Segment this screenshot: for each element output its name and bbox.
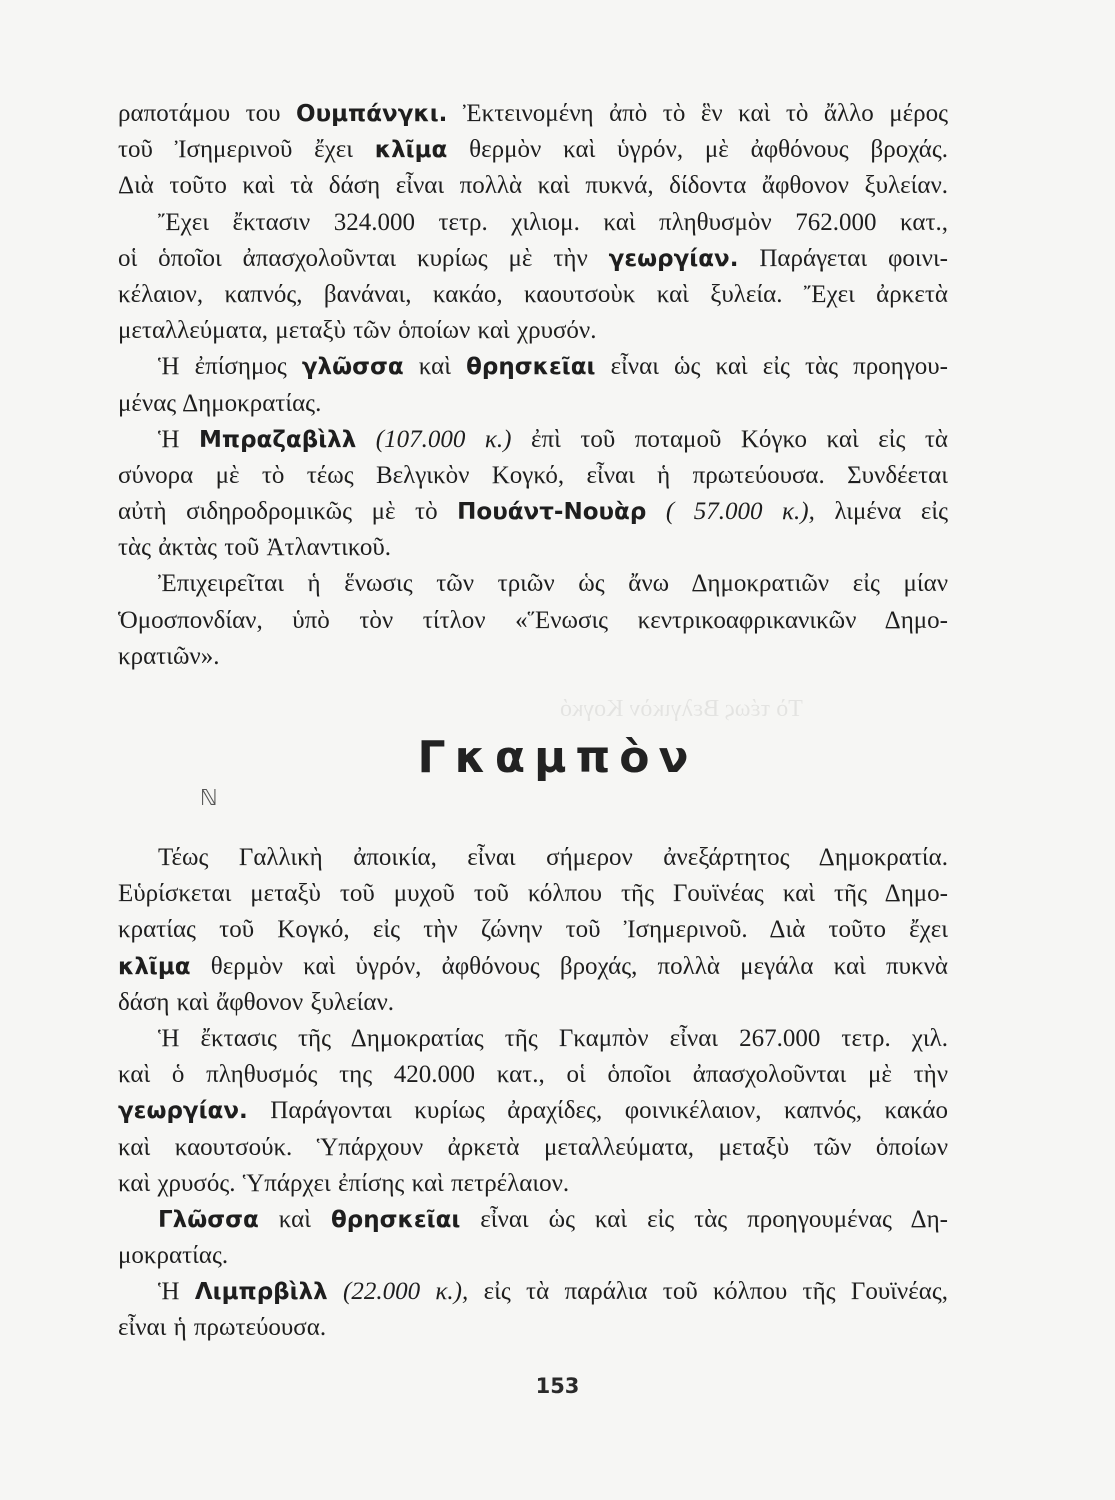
text-line: Ἐπιχειρεῖται ἡ ἕνωσις τῶν τριῶν ὡς ἄνω Δημοκρατιῶν εἰς μίαν bbox=[158, 570, 948, 598]
text-line: Διὰ τοῦτο καὶ τὰ δάση εἶναι πολλὰ καὶ πυκνά, δίδοντα ἄφθονον ξυλείαν. bbox=[118, 172, 948, 200]
paragraph-congo-climate bbox=[118, 96, 948, 675]
text-line: αὐτὴ σιδηροδρομικῶς μὲ τὸ Πουάντ-Νουὰρ ( 57.000 κ.), λιμένα εἰς bbox=[118, 498, 948, 526]
text-line: κέλαιον, καπνός, βανάναι, κακάο, καουτσοὺκ καὶ ξυλεία. Ἔχει ἀρκετὰ bbox=[118, 280, 948, 308]
text-line: κλῖμα θερμὸν καὶ ὑγρόν, ἀφθόνους βροχάς, πολλὰ μεγάλα καὶ πυκνὰ bbox=[118, 952, 948, 980]
section-title-gabon: Γκαμπὸν bbox=[417, 732, 698, 783]
text-line: Ἔχει ἔκτασιν 324.000 τετρ. χιλιομ. καὶ πληθυσμὸν 762.000 κατ., bbox=[158, 208, 948, 236]
text-line: δάση καὶ ἄφθονον ξυλείαν. bbox=[118, 988, 395, 1016]
margin-mark: ℕ bbox=[200, 786, 218, 811]
text-line: καὶ ὁ πληθυσμός της 420.000 κατ., οἱ ὁποῖοι ἀπασχολοῦνται μὲ τὴν bbox=[118, 1061, 948, 1089]
text-line: τὰς ἀκτὰς τοῦ Ἀτλαντικοῦ. bbox=[118, 534, 392, 562]
text-line: Ἡ Μπραζαβὶλλ (107.000 κ.) ἐπὶ τοῦ ποταμοῦ Κόγκο καὶ εἰς τὰ bbox=[158, 425, 948, 453]
text-line: Εὑρίσκεται μεταξὺ τοῦ μυχοῦ τοῦ κόλπου τῆς Γουϊνέας καὶ τῆς Δημο- bbox=[118, 880, 948, 908]
bleed-through: Τὸ τέως Βελγικὸν Κογκό bbox=[560, 696, 803, 722]
text-line: γεωργίαν. Παράγονται κυρίως ἀραχίδες, φοινικέλαιον, καπνός, κακάο bbox=[118, 1097, 948, 1125]
text-line: κρατιῶν». bbox=[118, 642, 220, 670]
text-line: Ἡ Λιμπρβὶλλ (22.000 κ.), εἰς τὰ παράλια τοῦ κόλπου τῆς Γουϊνέας, bbox=[158, 1278, 948, 1306]
text-line: καὶ καουτσούκ. Ὑπάρχουν ἀρκετὰ μεταλλεύματα, μεταξὺ τῶν ὁποίων bbox=[118, 1133, 948, 1161]
text-line: Ἡ ἔκτασις τῆς Δημοκρατίας τῆς Γκαμπὸν εἶναι 267.000 τετρ. χιλ. bbox=[158, 1024, 948, 1052]
text-line: σύνορα μὲ τὸ τέως Βελγικὸν Κογκό, εἶναι ἡ πρωτεύουσα. Συνδέεται bbox=[118, 461, 948, 489]
paragraph-gabon bbox=[118, 840, 948, 1347]
text-line: οἱ ὁποῖοι ἀπασχολοῦνται κυρίως μὲ τὴν γεωργίαν. Παράγεται φοινι- bbox=[118, 244, 948, 272]
text-line: κρατίας τοῦ Κογκό, εἰς τὴν ζώνην τοῦ Ἰσημερινοῦ. Διὰ τοῦτο ἔχει bbox=[118, 916, 948, 944]
text-line: τοῦ Ἰσημερινοῦ ἔχει κλῖμα θερμὸν καὶ ὑγρόν, μὲ ἀφθόνους βροχάς. bbox=[118, 136, 948, 164]
text-line: Ὁμοσπονδίαν, ὑπὸ τὸν τίτλον «Ἕνωσις κεντρικοαφρικανικῶν Δημο- bbox=[118, 606, 948, 634]
text-line: μοκρατίας. bbox=[118, 1242, 229, 1270]
text-line: μένας Δημοκρατίας. bbox=[118, 389, 322, 417]
text-line: καὶ χρυσός. Ὑπάρχει ἐπίσης καὶ πετρέλαιον. bbox=[118, 1169, 570, 1197]
text-line: Τέως Γαλλικὴ ἀποικία, εἶναι σήμερον ἀνεξάρτητος Δημοκρατία. bbox=[158, 844, 948, 871]
text-line: μεταλλεύματα, μεταξὺ τῶν ὁποίων καὶ χρυσόν. bbox=[118, 317, 597, 345]
text-line: ραποτάμου του Ουμπάνγκι. Ἐκτεινομένη ἀπὸ τὸ ἓν καὶ τὸ ἄλλο μέρος bbox=[118, 100, 948, 127]
page-number: 153 bbox=[535, 1374, 580, 1398]
text-line: εἶναι ἡ πρωτεύουσα. bbox=[118, 1314, 327, 1342]
text-line: Γλῶσσα καὶ θρησκεῖαι εἶναι ὡς καὶ εἰς τὰς προηγουμένας Δη- bbox=[158, 1205, 948, 1233]
text-line: Ἡ ἐπίσημος γλῶσσα καὶ θρησκεῖαι εἶναι ὡς καὶ εἰς τὰς προηγου- bbox=[158, 353, 949, 381]
